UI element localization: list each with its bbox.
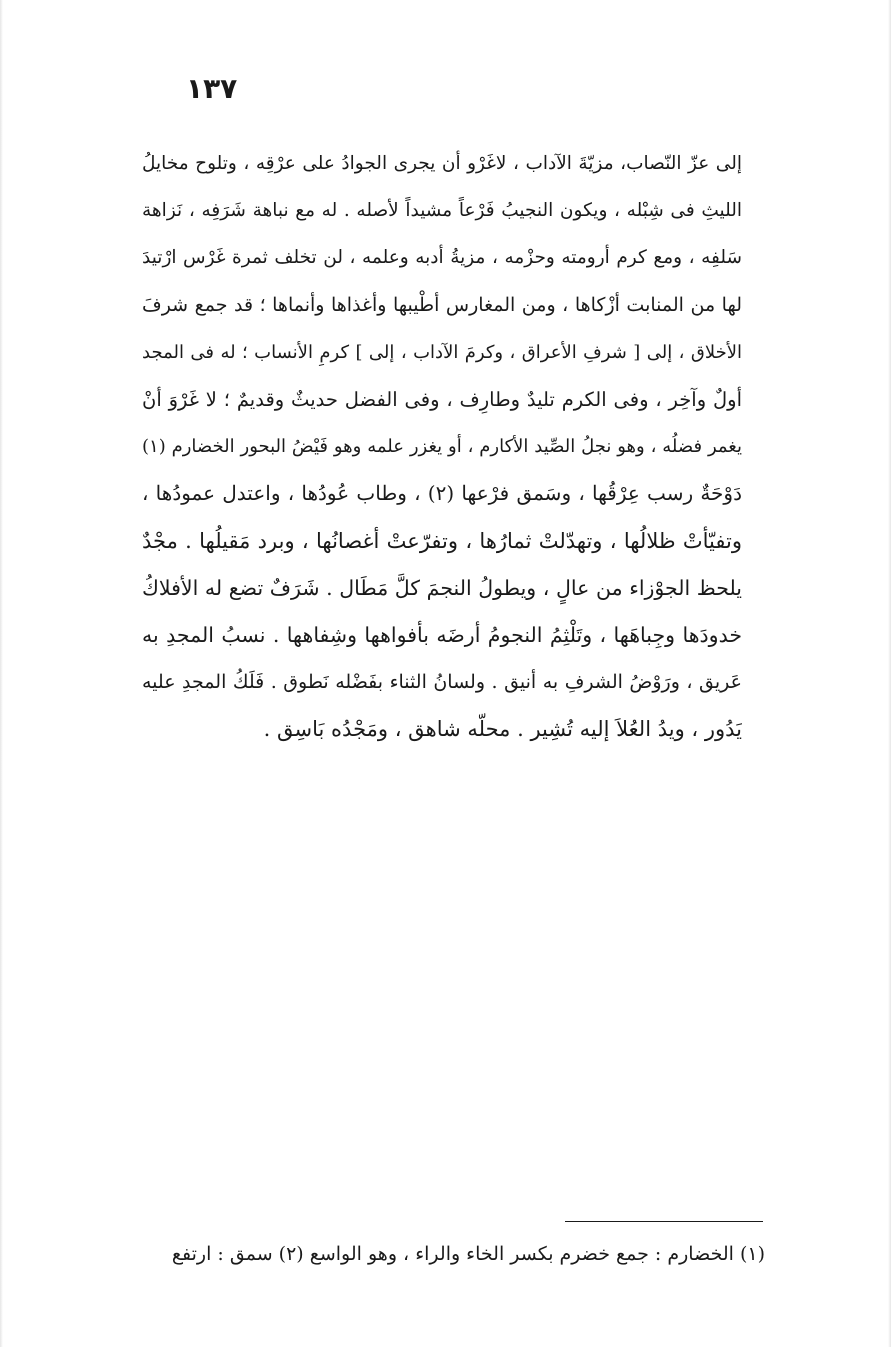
text-line: يَدُور ، ويدُ العُلاَ إليه تُشِير . محلّه شاهق ، ومَجْدُه بَاسِق . bbox=[263, 717, 742, 742]
page-edge-shadow-left bbox=[0, 0, 3, 1347]
text-line: دَوْحَةٌ رسب عِرْقُها ، وسَمق فرْعها (٢) ، وطاب عُودُها ، واعتدل عمودُها ، bbox=[142, 481, 742, 506]
text-line: وتفيّأتْ ظلالُها ، وتهدّلتْ ثمارُها ، وتفرّعتْ أغصانُها ، وبرد مَقيلُها . مجْدٌ bbox=[142, 528, 742, 553]
text-line: عَريق ، ورَوْضُ الشرفِ به أنيق . ولسانُ الثناء بفَضْله نَطوق . فَلَكُ المجدِ عليه bbox=[142, 671, 742, 694]
text-line: إلى عزّ النّصاب، مزيّةَ الآداب ، لاغَرْو أن يجرى الجوادُ على عرْقِه ، وتلوح مخايلُ bbox=[142, 153, 742, 174]
text-line: يغمر فضلُه ، وهو نجلُ الصِّيد الأكارم ، أو يغزر علمه وهو فَيْضُ البحور الخضارم (١) bbox=[142, 436, 742, 458]
body-text bbox=[142, 140, 742, 753]
text-line: يلحظ الجوْزاء من عالٍ ، ويطولُ النجمَ كلَّ مَطَال . شَرَفٌ تضع له الأفلاكُ bbox=[142, 575, 742, 600]
text-line: الأخلاق ، إلى [ شرفِ الأعراق ، وكرمَ الآداب ، إلى ] كرمِ الأنساب ؛ له فى المجد bbox=[142, 341, 742, 363]
page-number: ١٣٧ bbox=[186, 72, 238, 105]
text-line: أولٌ وآخِر ، وفى الكرم تليدٌ وطارِف ، وفى الفضل حديثٌ وقديمٌ ؛ لا غَرْوَ أنْ bbox=[142, 387, 742, 411]
text-line: سَلفِه ، ومع كرم أرومته وحزْمه ، مزيةُ أدبه وعلمه ، لن تخلف ثمرة غَرْس ارْتيدَ bbox=[142, 247, 742, 269]
text-line: لها من المنابت أزْكاها ، ومن المغارس أطْيبها وأغذاها وأنماها ؛ قد جمع شرفَ bbox=[142, 293, 742, 316]
footnote-divider bbox=[565, 1221, 763, 1222]
footnote: (١) الخضارم : جمع خضرم بكسر الخاء والراء ، وهو الواسع (٢) سمق : ارتفع bbox=[171, 1243, 765, 1265]
text-line: خدودَها وجِباهَها ، وتَلْثِمُ النجومُ أرضَه بأفواهها وشِفاهها . نسبُ المجدِ به bbox=[142, 622, 742, 647]
text-line: الليثِ فى شِبْله ، ويكون النجيبُ فَرْعاً مشيداً لأصله . له مع نباهة شَرَفِه ، نَزاهة bbox=[142, 200, 742, 222]
